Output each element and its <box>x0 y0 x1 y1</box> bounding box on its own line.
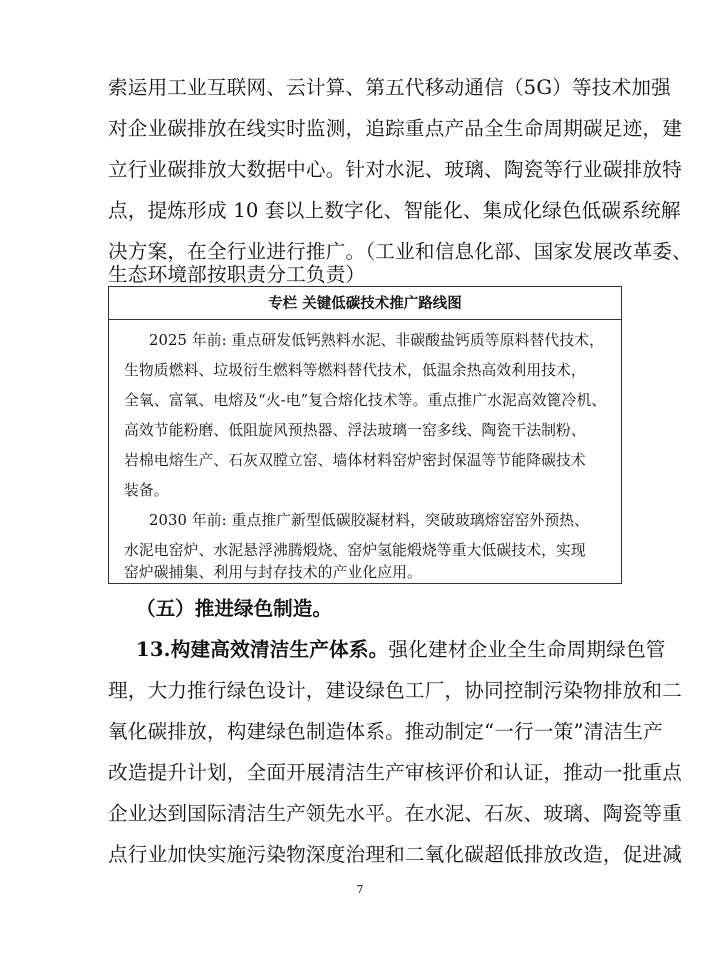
paragraph-line: 决方案，在全行业进行推广。（工业和信息化部、国家发展改革委、 <box>108 240 693 263</box>
sidebar-box-line: 装备。 <box>124 482 169 499</box>
paragraph-line: 点行业加快实施污染物深度治理和二氧化碳超低排放改造，促进减 <box>108 843 683 866</box>
section-heading: （五）推进绿色制造。 <box>136 597 332 620</box>
page-number: 7 <box>356 883 364 896</box>
sidebar-box-line: 生物质燃料、垃圾衍生燃料等燃料替代技术，低温余热高效利用技术， <box>124 362 586 379</box>
clause-text: 强化建材企业全生命周期绿色管 <box>388 638 666 661</box>
paragraph-line: 企业达到国际清洁生产领先水平。在水泥、石灰、玻璃、陶瓷等重 <box>108 802 683 825</box>
paragraph-line: 氧化碳排放，构建绿色制造体系。推动制定“一行一策”清洁生产 <box>108 720 663 743</box>
clause-title: 13.构建高效清洁生产体系。 <box>136 638 389 661</box>
sidebar-box-line: 2025 年前: 重点研发低钙熟料水泥、非碳酸盐钙质等原料替代技术， <box>149 332 604 349</box>
paragraph-line: 生态环境部按职责分工负责） <box>108 263 366 286</box>
paragraph-line: 索运用工业互联网、云计算、第五代移动通信（5G）等技术加强 <box>108 76 671 99</box>
sidebar-box-line: 高效节能粉磨、低阻旋风预热器、浮法玻璃一窑多线、陶瓷干法制粉、 <box>124 422 586 439</box>
paragraph-line: 立行业碳排放大数据中心。针对水泥、玻璃、陶瓷等行业碳排放特 <box>108 158 683 181</box>
sidebar-box-title: 专栏 关键低碳技术推广路线图 <box>109 287 621 320</box>
paragraph-line: 点，提炼形成 10 套以上数字化、智能化、集成化绿色低碳系统解 <box>108 199 681 222</box>
sidebar-box-line: 窑炉碳捕集、利用与封存技术的产业化应用。 <box>124 564 422 581</box>
sidebar-box-line: 全氧、富氧、电熔及“火-电”复合熔化技术等。重点推广水泥高效篦冷机、 <box>124 392 607 409</box>
paragraph-line: 对企业碳排放在线实时监测，追踪重点产品全生命周期碳足迹，建 <box>108 117 683 140</box>
sidebar-box-line: 岩棉电熔生产、石灰双膛立窑、墙体材料窑炉密封保温等节能降碳技术 <box>124 452 586 469</box>
paragraph-line: 理，大力推行绿色设计，建设绿色工厂，协同控制污染物排放和二 <box>108 679 683 702</box>
sidebar-box <box>108 286 622 584</box>
sidebar-box-line: 水泥电窑炉、水泥悬浮沸腾煅烧、窑炉氢能煅烧等重大低碳技术，实现 <box>124 542 586 559</box>
paragraph-line <box>136 637 666 663</box>
paragraph-line: 改造提升计划，全面开展清洁生产审核评价和认证，推动一批重点 <box>108 761 683 784</box>
sidebar-box-line: 2030 年前: 重点推广新型低碳胶凝材料，突破玻璃熔窑窑外预热、 <box>149 512 590 529</box>
